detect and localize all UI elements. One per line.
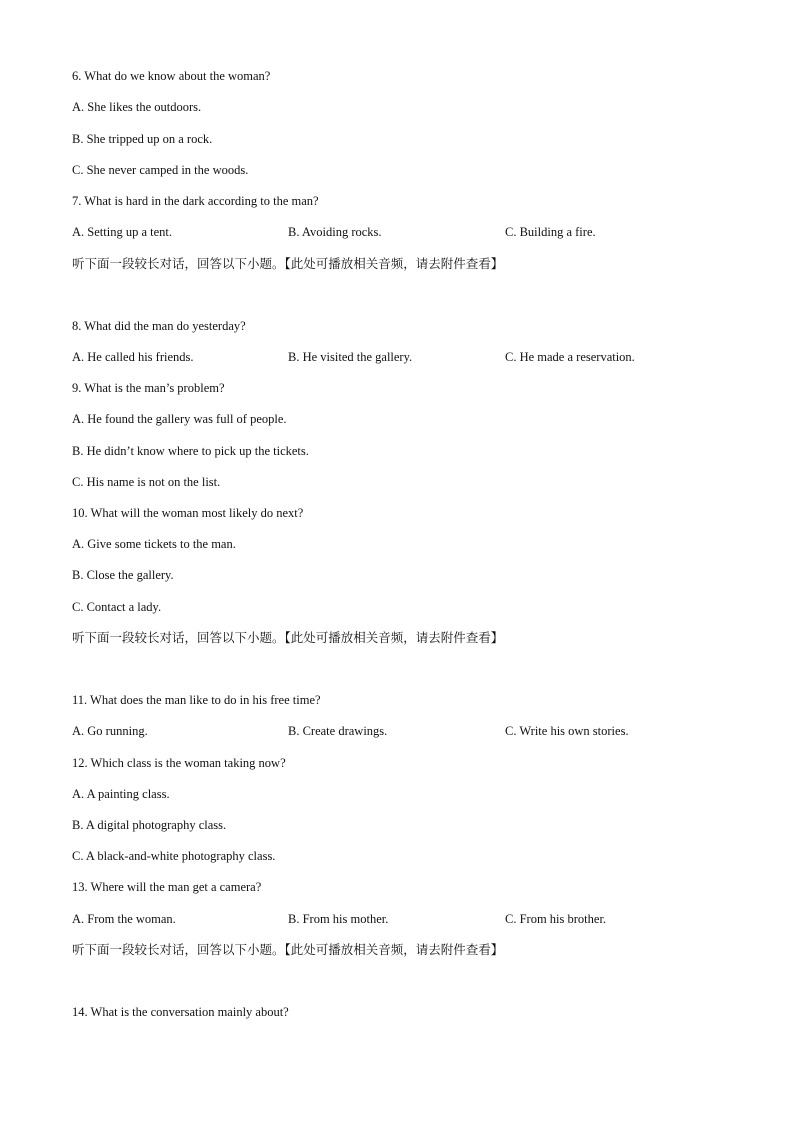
question-12-option-c: C. A black-and-white photography class.	[72, 849, 276, 863]
question-12-option-b: B. A digital photography class.	[72, 818, 227, 832]
question-6-stem: 6. What do we know about the woman?	[72, 69, 271, 83]
question-6-option-c: C. She never camped in the woods.	[72, 163, 249, 177]
question-7-stem: 7. What is hard in the dark according to the man?	[72, 194, 319, 208]
question-9-stem: 9. What is the man’s problem?	[72, 381, 225, 395]
question-13-option-c: C. From his brother.	[505, 912, 607, 926]
question-6-option-b: B. She tripped up on a rock.	[72, 132, 213, 146]
question-13-options	[72, 911, 722, 927]
question-12-option-a: A. A painting class.	[72, 787, 170, 801]
question-11-options	[72, 723, 722, 739]
question-8-option-a: A. He called his friends.	[72, 350, 194, 364]
question-6-option-a: A. She likes the outdoors.	[72, 100, 202, 114]
question-10-option-c: C. Contact a lady.	[72, 600, 162, 614]
question-8-option-c: C. He made a reservation.	[505, 350, 635, 364]
question-7-options	[72, 224, 722, 240]
question-7-option-c: C. Building a fire.	[505, 225, 596, 239]
question-10-option-a: A. Give some tickets to the man.	[72, 537, 236, 551]
question-10-stem: 10. What will the woman most likely do next?	[72, 506, 304, 520]
listening-instruction-2: 听下面一段较长对话，回答以下小题。【此处可播放相关音频，请去附件查看】	[72, 630, 504, 645]
question-13-option-a: A. From the woman.	[72, 912, 176, 926]
question-11-option-b: B. Create drawings.	[288, 724, 388, 738]
question-11-stem: 11. What does the man like to do in his free time?	[72, 693, 321, 707]
question-7-option-b: B. Avoiding rocks.	[288, 225, 382, 239]
question-13-option-b: B. From his mother.	[288, 912, 389, 926]
question-8-options	[72, 349, 722, 365]
question-9-option-b: B. He didn’t know where to pick up the tickets.	[72, 444, 309, 458]
listening-instruction-3: 听下面一段较长对话，回答以下小题。【此处可播放相关音频，请去附件查看】	[72, 942, 504, 957]
question-14-stem: 14. What is the conversation mainly about?	[72, 1005, 289, 1019]
question-9-option-c: C. His name is not on the list.	[72, 475, 221, 489]
question-8-stem: 8. What did the man do yesterday?	[72, 319, 246, 333]
question-10-option-b: B. Close the gallery.	[72, 568, 174, 582]
question-11-option-a: A. Go running.	[72, 724, 148, 738]
question-7-option-a: A. Setting up a tent.	[72, 225, 172, 239]
question-9-option-a: A. He found the gallery was full of people.	[72, 412, 287, 426]
question-8-option-b: B. He visited the gallery.	[288, 350, 413, 364]
listening-instruction-1: 听下面一段较长对话，回答以下小题。【此处可播放相关音频，请去附件查看】	[72, 256, 504, 271]
question-12-stem: 12. Which class is the woman taking now?	[72, 756, 286, 770]
question-11-option-c: C. Write his own stories.	[505, 724, 629, 738]
question-13-stem: 13. Where will the man get a camera?	[72, 880, 262, 894]
